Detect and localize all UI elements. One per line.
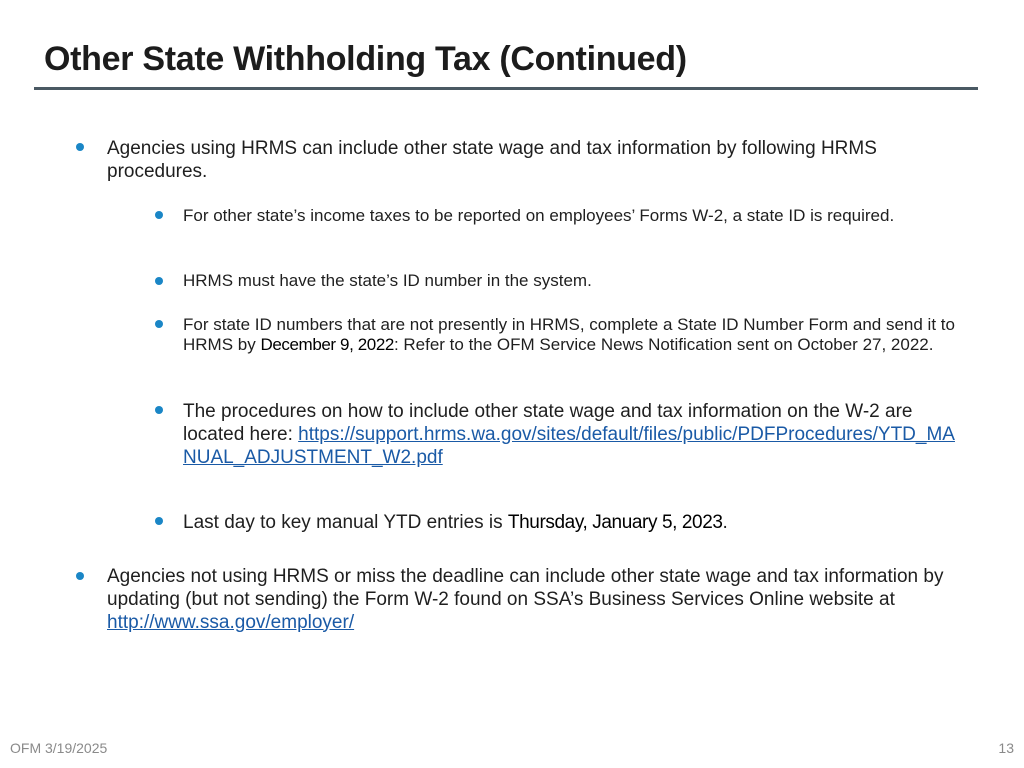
last-day-period: .	[722, 512, 728, 533]
ssa-employer-link[interactable]: http://www.ssa.gov/employer/	[107, 611, 355, 633]
slide-title: Other State Withholding Tax (Continued)	[44, 40, 687, 78]
bullet-state-id-form	[183, 315, 963, 356]
bullet-hrms-agencies: Agencies using HRMS can include other state wage and tax information by following HRMS procedures.	[107, 138, 877, 182]
procedures-text: The procedures on how to include other state wage and tax information on the W-2 are located here:	[183, 401, 913, 445]
bullet-procedures-location	[183, 401, 958, 469]
bullet-dot	[76, 572, 84, 580]
state-id-form-text-after: : Refer to the OFM Service News Notification sent on October 27, 2022.	[393, 335, 934, 355]
deadline-date: December 9, 2022	[260, 335, 394, 355]
page-number: 13	[998, 740, 1014, 756]
bullet-dot	[155, 277, 163, 285]
bullet-last-day-ytd	[183, 512, 963, 535]
non-hrms-text: Agencies not using HRMS or miss the deadline can include other state wage and tax information by updating (but not sending) the Form W-2 found on SSA’s Business Services Online website at	[107, 566, 944, 610]
bullet-dot	[155, 320, 163, 328]
last-day-text: Last day to key manual YTD entries is	[183, 512, 508, 533]
title-divider	[34, 87, 978, 90]
bullet-dot	[155, 406, 163, 414]
bullet-dot	[76, 143, 84, 151]
footer-date: OFM 3/19/2025	[10, 740, 108, 756]
last-day-date: Thursday, January 5, 2023	[507, 512, 723, 533]
procedures-link[interactable]: https://support.hrms.wa.gov/sites/default/files/public/PDFProcedures/YTD_MANUAL_ADJUSTMENT_W2.pdf	[183, 423, 955, 468]
bullet-dot	[155, 211, 163, 219]
state-id-form-text: For state ID numbers that are not presently in HRMS, complete a State ID Number Form and send it to HRMS by	[183, 315, 955, 355]
bullet-dot	[155, 517, 163, 525]
bullet-hrms-state-id: HRMS must have the state’s ID number in the system.	[183, 271, 592, 290]
bullet-non-hrms-agencies	[107, 566, 957, 634]
bullet-state-id-required: For other state’s income taxes to be reported on employees’ Forms W-2, a state ID is required.	[183, 206, 895, 225]
